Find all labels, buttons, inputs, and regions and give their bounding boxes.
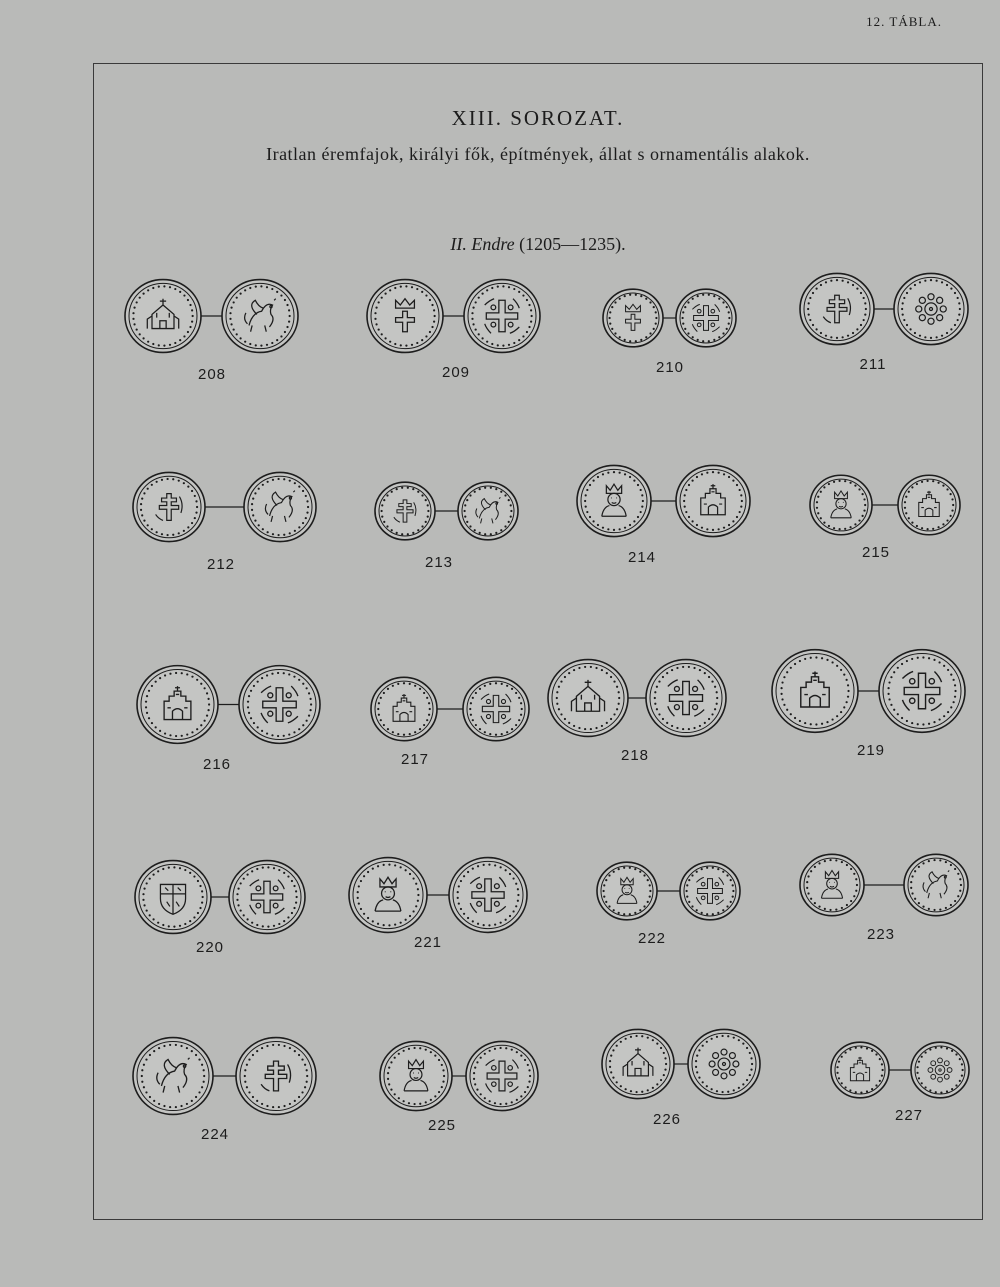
coin-obverse (810, 475, 872, 535)
coin-number-212: 212 (206, 556, 236, 573)
coin-number-220: 220 (195, 939, 225, 956)
coin-obverse (603, 289, 663, 347)
coin-number-216: 216 (202, 756, 232, 773)
coin-reverse (904, 854, 968, 915)
coin-reverse (458, 482, 518, 540)
coin-pair-224 (132, 1034, 317, 1118)
coin-reverse (464, 280, 540, 353)
coin-drawing (134, 857, 306, 937)
coin-obverse (349, 858, 427, 933)
coin-number-214: 214 (627, 549, 657, 566)
coin-pair-213 (374, 479, 519, 543)
coin-obverse (831, 1042, 889, 1098)
coin-obverse (375, 482, 435, 540)
coin-drawing (809, 472, 961, 538)
coin-reverse (680, 862, 740, 920)
coin-obverse (137, 666, 218, 744)
coin-drawing (136, 662, 321, 747)
coin-pair-223 (799, 851, 969, 919)
coin-obverse (380, 1041, 452, 1110)
reign-ruler: II. Endre (450, 234, 515, 254)
coin-reverse (688, 1029, 760, 1098)
coin-pair-209 (366, 276, 541, 356)
coin-drawing (596, 859, 741, 923)
coin-pair-225 (379, 1038, 539, 1114)
coin-reverse (898, 475, 960, 535)
coin-obverse (367, 280, 443, 353)
coin-pair-218 (547, 656, 727, 740)
coin-obverse (597, 862, 657, 920)
coin-number-225: 225 (427, 1117, 457, 1134)
coin-pair-214 (576, 462, 751, 540)
coin-number-218: 218 (620, 747, 650, 764)
coin-drawing (374, 479, 519, 543)
coin-reverse (646, 660, 726, 737)
coin-number-211: 211 (859, 356, 887, 373)
reign-years: (1205—1235). (519, 234, 626, 254)
coin-reverse (239, 666, 320, 744)
plate-frame (93, 63, 983, 1220)
coin-number-226: 226 (652, 1111, 682, 1128)
coin-obverse (577, 465, 651, 536)
coin-drawing (547, 656, 727, 740)
coin-obverse (371, 677, 437, 740)
coin-drawing (576, 462, 751, 540)
coin-pair-208 (124, 276, 299, 356)
coin-number-227: 227 (894, 1107, 924, 1124)
coin-obverse (800, 273, 874, 344)
coin-drawing (124, 276, 299, 356)
coin-reverse (466, 1041, 538, 1110)
coin-reverse (222, 280, 298, 353)
coin-pair-215 (809, 472, 961, 538)
coin-drawing (366, 276, 541, 356)
coin-drawing (830, 1039, 970, 1101)
coin-pair-221 (348, 854, 528, 936)
coin-number-222: 222 (637, 930, 667, 947)
coin-pair-211 (799, 270, 969, 348)
coin-number-215: 215 (861, 544, 891, 561)
coin-drawing (799, 851, 969, 919)
coin-drawing (799, 270, 969, 348)
coin-reverse (229, 861, 305, 934)
coin-reverse (894, 273, 968, 344)
coin-number-221: 221 (413, 934, 443, 951)
coin-obverse (133, 1038, 213, 1115)
coin-drawing (771, 646, 966, 736)
coin-reverse (676, 289, 736, 347)
coin-obverse (133, 472, 205, 541)
coin-drawing (601, 1026, 761, 1102)
coin-pair-222 (596, 859, 741, 923)
coin-reverse (879, 650, 965, 733)
coin-obverse (800, 854, 864, 915)
coin-reverse (676, 465, 750, 536)
coin-number-219: 219 (856, 742, 886, 759)
coin-obverse (135, 861, 211, 934)
coin-grid (94, 64, 982, 1219)
coin-drawing (370, 674, 530, 744)
coin-pair-210 (602, 286, 737, 350)
coin-number-209: 209 (441, 364, 471, 381)
coin-reverse (236, 1038, 316, 1115)
coin-reverse (449, 858, 527, 933)
coin-pair-212 (132, 469, 317, 545)
coin-drawing (602, 286, 737, 350)
coin-number-208: 208 (197, 366, 227, 383)
coin-drawing (348, 854, 528, 936)
coin-number-223: 223 (866, 926, 896, 943)
coin-number-224: 224 (200, 1126, 230, 1143)
coin-number-213: 213 (424, 554, 454, 571)
coin-number-210: 210 (655, 359, 685, 376)
series-title: XIII. SOROZAT. (451, 106, 625, 130)
coin-drawing (132, 1034, 317, 1118)
coin-drawing (379, 1038, 539, 1114)
coin-pair-220 (134, 857, 306, 937)
coin-number-217: 217 (400, 751, 430, 768)
coin-pair-219 (771, 646, 966, 736)
coin-drawing (132, 469, 317, 545)
coin-obverse (602, 1029, 674, 1098)
coin-reverse (244, 472, 316, 541)
coin-reverse (463, 677, 529, 740)
coin-pair-226 (601, 1026, 761, 1102)
coin-pair-216 (136, 662, 321, 747)
coin-reverse (911, 1042, 969, 1098)
series-subtitle: Iratlan éremfajok, királyi fők, építmények, állat s ornamentális alakok. (266, 144, 810, 164)
coin-pair-227 (830, 1039, 970, 1101)
coin-pair-217 (370, 674, 530, 744)
plate-number: 12. TÁBLA. (866, 14, 942, 29)
coin-obverse (548, 660, 628, 737)
coin-obverse (772, 650, 858, 733)
coin-obverse (125, 280, 201, 353)
